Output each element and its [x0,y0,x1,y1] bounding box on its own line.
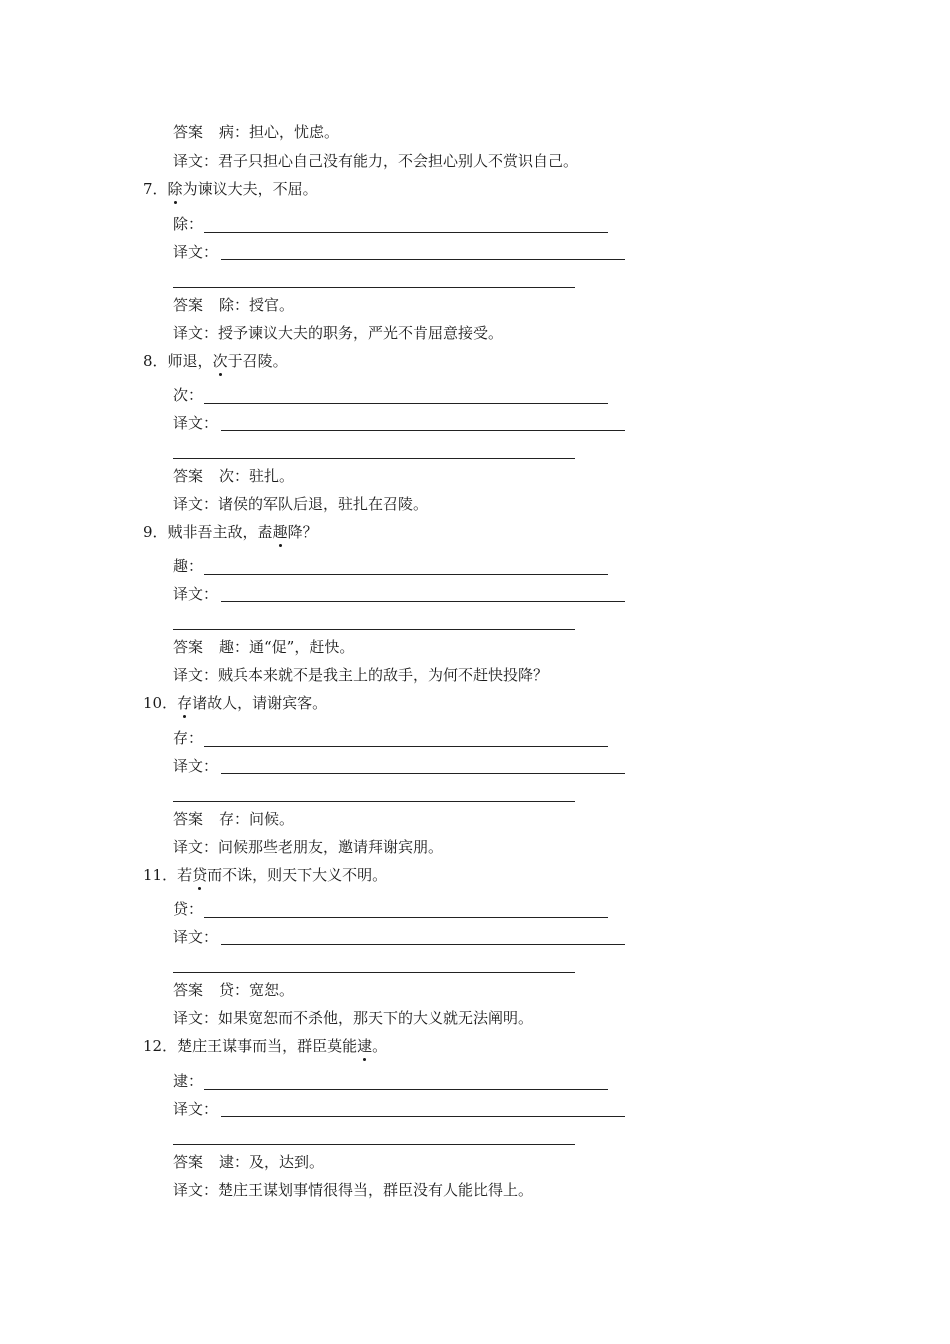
translation-label: 译文： [173,324,219,342]
term-answer-blank[interactable] [204,1089,608,1090]
answer-line [173,122,339,142]
question-post: 。 [372,1037,388,1055]
translation-label: 译文： [173,666,219,684]
translation-text: 楚庄王谋划事情很得当，群臣没有人能比得上。 [218,1181,534,1199]
term-line [173,556,203,576]
question-12 [143,1036,387,1056]
translation-line [173,494,428,514]
translation-text: 君子只担心自己没有能力，不会担心别人不赏识自己。 [218,152,579,170]
answer-line [173,809,294,829]
answer-line [173,637,354,657]
term-answer-blank[interactable] [204,232,608,233]
answer-text: 逮：及，达到。 [219,1153,325,1171]
question-number: 7． [143,180,168,198]
translation-label: 译文： [173,1009,219,1027]
question-number: 12． [143,1037,178,1055]
term-line [173,214,203,234]
answer-text: 次：驻扎。 [219,467,295,485]
translation-blank-2[interactable] [173,1144,575,1145]
translation-prompt-line [173,584,218,604]
term-label: 趣： [173,557,204,575]
answer-text: 贷：宽恕。 [219,981,295,999]
translation-blank-1[interactable] [221,601,625,602]
translation-text: 如果宽恕而不杀他，那天下的大义就无法阐明。 [218,1009,534,1027]
translation-blank-1[interactable] [221,773,625,774]
answer-text: 存：问候。 [219,810,295,828]
translation-label: 译文： [173,838,219,856]
answer-label: 答案 [173,296,204,314]
translation-label: 译文： [173,495,219,513]
question-pre: 楚庄王谋事而当，群臣莫能 [177,1037,358,1055]
answer-line [173,295,294,315]
question-11 [143,865,387,885]
term-line [173,728,203,748]
question-pre: 贼非吾主敌，盍 [167,523,273,541]
question-post: 降？ [287,523,318,541]
question-8 [143,351,288,371]
question-number: 8． [143,352,168,370]
translation-text: 贼兵本来就不是我主上的敌手，为何不赶快投降？ [218,666,549,684]
emphasized-word: 逮 [357,1037,373,1055]
question-7 [143,179,318,199]
translation-prompt-line [173,1099,218,1119]
term-label: 存： [173,729,204,747]
translation-line [173,1008,533,1028]
emphasized-word: 除 [167,180,183,198]
translation-prompt-line [173,756,218,776]
term-answer-blank[interactable] [204,917,608,918]
answer-label: 答案 [173,810,204,828]
translation-label: 译文： [173,757,219,775]
emphasized-word: 趣 [272,523,288,541]
emphasized-word: 存 [177,694,193,712]
question-pre: 若 [177,866,193,884]
term-label: 贷： [173,900,204,918]
translation-text: 授予谏议大夫的职务，严光不肯屈意接受。 [218,324,504,342]
answer-text: 趣：通“促”，赶快。 [219,638,355,656]
translation-line [173,665,548,685]
translation-prompt-line [173,242,218,262]
translation-prompt-line [173,413,218,433]
answer-text: 除：授官。 [219,296,295,314]
term-label: 次： [173,386,204,404]
term-line [173,385,203,405]
answer-line [173,466,294,486]
answer-label: 答案 [173,981,204,999]
translation-blank-2[interactable] [173,972,575,973]
question-9 [143,522,318,542]
question-post: 诸故人，请谢宾客。 [192,694,328,712]
answer-label: 答案 [173,638,204,656]
question-number: 11． [143,866,178,884]
translation-line [173,323,503,343]
translation-text: 问候那些老朋友，邀请拜谢宾朋。 [218,838,444,856]
answer-label: 答案 [173,467,204,485]
translation-label: 译文： [173,1181,219,1199]
question-pre: 师退， [167,352,213,370]
term-label: 除： [173,215,204,233]
translation-line [173,151,578,171]
translation-blank-2[interactable] [173,458,575,459]
translation-blank-1[interactable] [221,259,625,260]
term-answer-blank[interactable] [204,574,608,575]
question-post: 而不诛，则天下大义不明。 [207,866,388,884]
term-line [173,899,203,919]
translation-blank-1[interactable] [221,1116,625,1117]
question-number: 10． [143,694,178,712]
translation-label: 译文： [173,1100,219,1118]
translation-label: 译文： [173,585,219,603]
answer-text: 病：担心，忧虑。 [219,123,340,141]
question-10 [143,693,327,713]
question-post: 为谏议大夫，不屈。 [182,180,318,198]
translation-blank-1[interactable] [221,430,625,431]
answer-line [173,980,294,1000]
translation-prompt-line [173,927,218,947]
translation-blank-1[interactable] [221,944,625,945]
translation-blank-2[interactable] [173,801,575,802]
question-number: 9． [143,523,168,541]
question-post: 于召陵。 [227,352,288,370]
translation-line [173,1180,533,1200]
term-answer-blank[interactable] [204,746,608,747]
answer-line [173,1152,324,1172]
emphasized-word: 贷 [192,866,208,884]
translation-blank-2[interactable] [173,629,575,630]
translation-label: 译文： [173,243,219,261]
term-line [173,1071,203,1091]
term-label: 逮： [173,1072,204,1090]
answer-label: 答案 [173,123,204,141]
translation-label: 译文： [173,414,219,432]
translation-line [173,837,443,857]
translation-label: 译文： [173,928,219,946]
translation-label: 译文： [173,152,219,170]
answer-label: 答案 [173,1153,204,1171]
term-answer-blank[interactable] [204,403,608,404]
emphasized-word: 次 [212,352,228,370]
translation-blank-2[interactable] [173,287,575,288]
translation-text: 诸侯的军队后退，驻扎在召陵。 [218,495,429,513]
